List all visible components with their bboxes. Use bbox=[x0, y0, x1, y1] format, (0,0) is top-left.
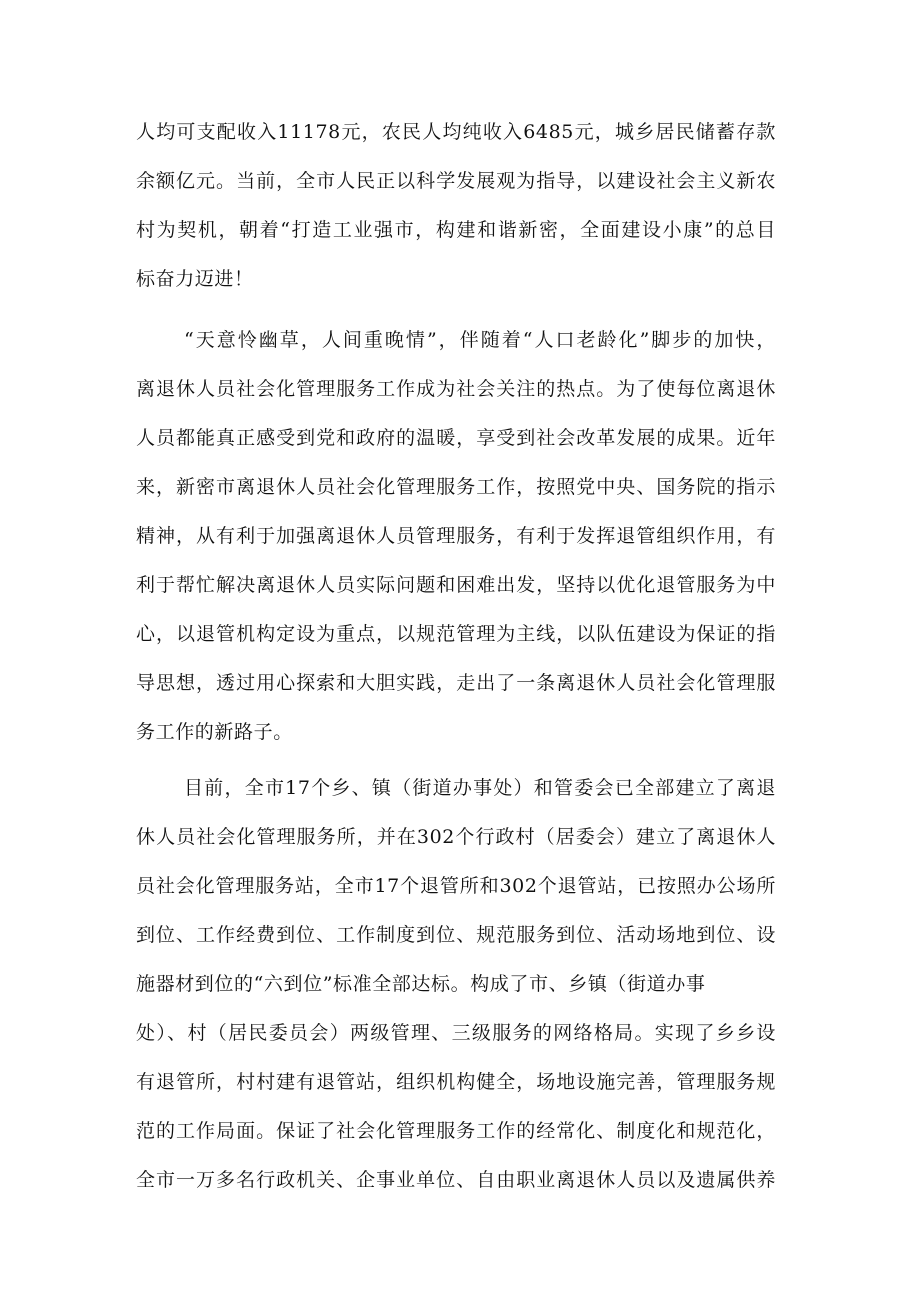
paragraph-3-line-8: 范的工作局面。保证了社会化管理服务工作的经常化、制度化和规范化， bbox=[136, 1120, 776, 1142]
paragraph-3-line-4: 到位、工作经费到位、工作制度到位、规范服务到位、活动场地到位、设 bbox=[136, 924, 776, 946]
paragraph-3-line-1: 目前，全市17个乡、镇（街道办事处）和管委会已全部建立了离退 bbox=[184, 777, 776, 799]
paragraph-2-line-6: 利于帮忙解决离退休人员实际问题和困难出发，坚持以优化退管服务为中 bbox=[136, 574, 776, 596]
paragraph-3-line-5: 施器材到位的“六到位”标准全部达标。构成了市、乡镇（街道办事 bbox=[136, 973, 706, 995]
paragraph-1-line-3: 村为契机，朝着“打造工业强市，构建和谐新密，全面建设小康”的总目 bbox=[136, 219, 776, 241]
paragraph-2-line-5: 精神，从有利于加强离退休人员管理服务，有利于发挥退管组织作用，有 bbox=[136, 525, 776, 547]
paragraph-2-line-8: 导思想，透过用心探索和大胆实践，走出了一条离退休人员社会化管理服 bbox=[136, 672, 776, 694]
paragraph-2-line-2: 离退休人员社会化管理服务工作成为社会关注的热点。为了使每位离退休 bbox=[136, 378, 776, 400]
paragraph-3-line-9: 全市一万多名行政机关、企事业单位、自由职业离退休人员以及遗属供养 bbox=[136, 1169, 776, 1191]
paragraph-2-line-7: 心，以退管机构定设为重点，以规范管理为主线，以队伍建设为保证的指 bbox=[136, 623, 776, 645]
paragraph-2-line-9: 务工作的新路子。 bbox=[136, 721, 293, 743]
paragraph-3-line-7: 有退管所，村村建有退管站，组织机构健全，场地设施完善，管理服务规 bbox=[136, 1071, 776, 1093]
paragraph-1-line-4: 标奋力迈进！ bbox=[136, 268, 254, 290]
paragraph-2-line-3: 人员都能真正感受到党和政府的温暖，享受到社会改革发展的成果。近年 bbox=[136, 427, 776, 449]
paragraph-2-line-1: “天意怜幽草，人间重晚情”，伴随着“人口老龄化”脚步的加快， bbox=[184, 329, 776, 351]
paragraph-3-line-3: 员社会化管理服务站，全市17个退管所和302个退管站，已按照办公场所 bbox=[136, 875, 776, 897]
paragraph-3-line-2: 休人员社会化管理服务所，并在302个行政村（居委会）建立了离退休人 bbox=[136, 826, 776, 848]
paragraph-1-line-1: 人均可支配收入11178元，农民人均纯收入6485元，城乡居民储蓄存款 bbox=[136, 121, 776, 143]
paragraph-2-line-4: 来，新密市离退休人员社会化管理服务工作，按照党中央、国务院的指示 bbox=[136, 476, 776, 498]
paragraph-1-line-2: 余额亿元。当前，全市人民正以科学发展观为指导，以建设社会主义新农 bbox=[136, 170, 776, 192]
paragraph-3-line-6: 处）、村（居民委员会）两级管理、三级服务的网络格局。实现了乡乡设 bbox=[136, 1022, 776, 1044]
